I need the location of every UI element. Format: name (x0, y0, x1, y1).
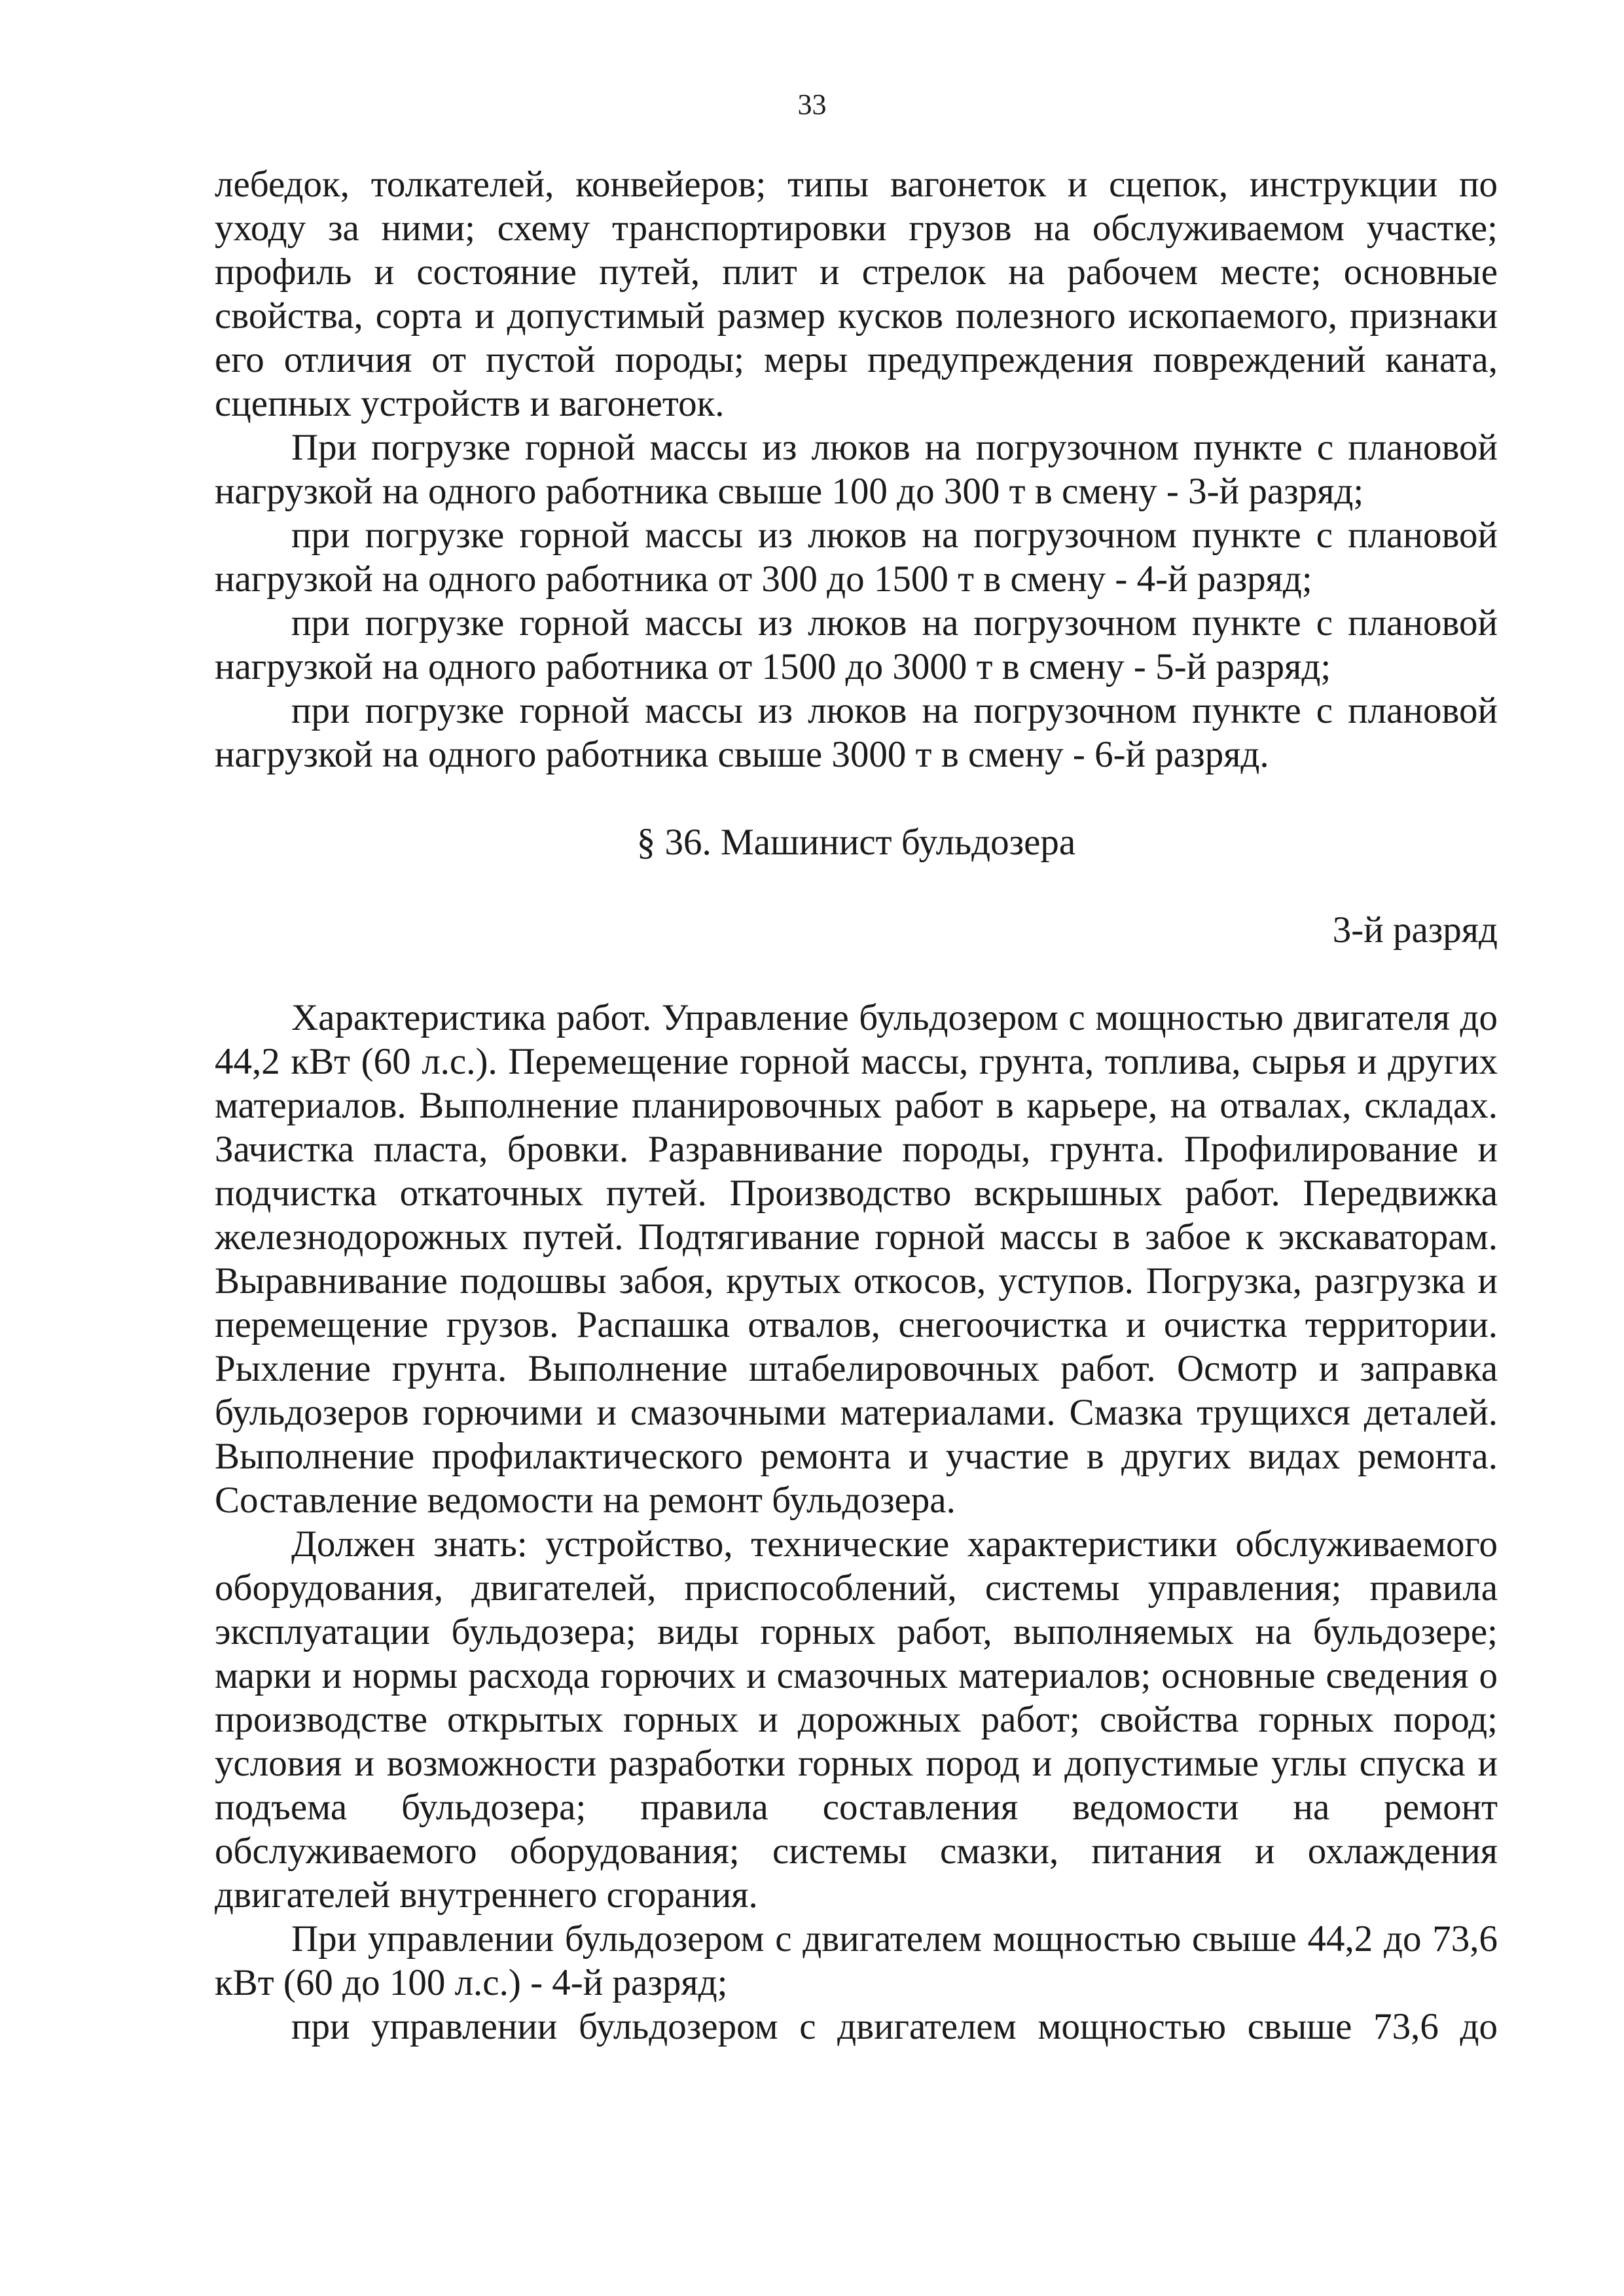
paragraph-grade-3-condition: При погрузке горной массы из люков на погрузочном пункте с плановой нагрузкой на одного работника свыше 100 до 300 т в смену - 3-й разряд; (215, 427, 1498, 512)
paragraph-grade-next-bulldozer: при управлении бульдозером с двигателем мощностью свыше 73,6 до (291, 2006, 1498, 2047)
paragraph-grade-5-condition: при погрузке горной массы из люков на погрузочном пункте с плановой нагрузкой на одного работника от 1500 до 3000 т в смену - 5-й разряд; (215, 602, 1498, 687)
paragraph-work-characteristics: Характеристика работ. Управление бульдозером с мощностью двигателя до 44,2 кВт (60 л.с.). Перемещение горной массы, грунта, топлива, сырья и других материалов. Выполнение планировочных работ в карьере, на отвалах, складах. Зачистка пласта, бровки. Разравнивание породы, грунта. Профилирование и подчистка откаточных путей. Производство вскрышных работ. Передвижка железнодорожных путей. Подтягивание горной массы в забое к экскаваторам. Выравнивание подошвы забоя, крутых откосов, уступов. Погрузка, разгрузка и перемещение грузов. Распашка отвалов, снегоочистка и очистка территории. Рыхление грунта. Выполнение штабелировочных работ. Осмотр и заправка бульдозеров горючими и смазочными материалами. Смазка трущихся деталей. Выполнение профилактического ремонта и участие в других видах ремонта. Составление ведомости на ремонт бульдозера. (215, 997, 1498, 1521)
paragraph-must-know: Должен знать: устройство, технические характеристики обслуживаемого оборудования, двигателей, приспособлений, системы управления; правила эксплуатации бульдозера; виды горных работ, выполняемых на бульдозере; марки и нормы расхода горючих и смазочных материалов; основные сведения о производстве открытых горных и дорожных работ; свойства горных пород; условия и возможности разработки горных пород и допустимые углы спуска и подъема бульдозера; правила составления ведомости на ремонт обслуживаемого оборудования; системы смазки, питания и охлаждения двигателей внутреннего сгорания. (215, 1523, 1498, 1916)
section-title: § 36. Машинист бульдозера (636, 822, 1076, 863)
paragraph-knowledge-continuation: лебедок, толкателей, конвейеров; типы вагонеток и сцепок, инструкции по уходу за ними; схему транспортировки грузов на обслуживаемом участке; профиль и состояние путей, плит и стрелок на рабочем месте; основные свойства, сорта и допустимый размер кусков полезного ископаемого, признаки его отличия от пустой породы; меры предупреждения повреждений каната, сцепных устройств и вагонеток. (215, 164, 1498, 424)
section-grade: 3-й разряд (1332, 909, 1498, 951)
paragraph-grade-4-condition: при погрузке горной массы из люков на погрузочном пункте с плановой нагрузкой на одного работника от 300 до 1500 т в смену - 4-й разряд; (215, 515, 1498, 600)
paragraph-grade-6-condition: при погрузке горной массы из люков на погрузочном пункте с плановой нагрузкой на одного работника свыше 3000 т в смену - 6-й разряд. (215, 690, 1498, 775)
page-number: 33 (797, 88, 827, 120)
paragraph-grade-4-bulldozer: При управлении бульдозером с двигателем мощностью свыше 44,2 до 73,6 кВт (60 до 100 л.с.) - 4-й разряд; (215, 1918, 1498, 2003)
page-content (215, 162, 1498, 2049)
